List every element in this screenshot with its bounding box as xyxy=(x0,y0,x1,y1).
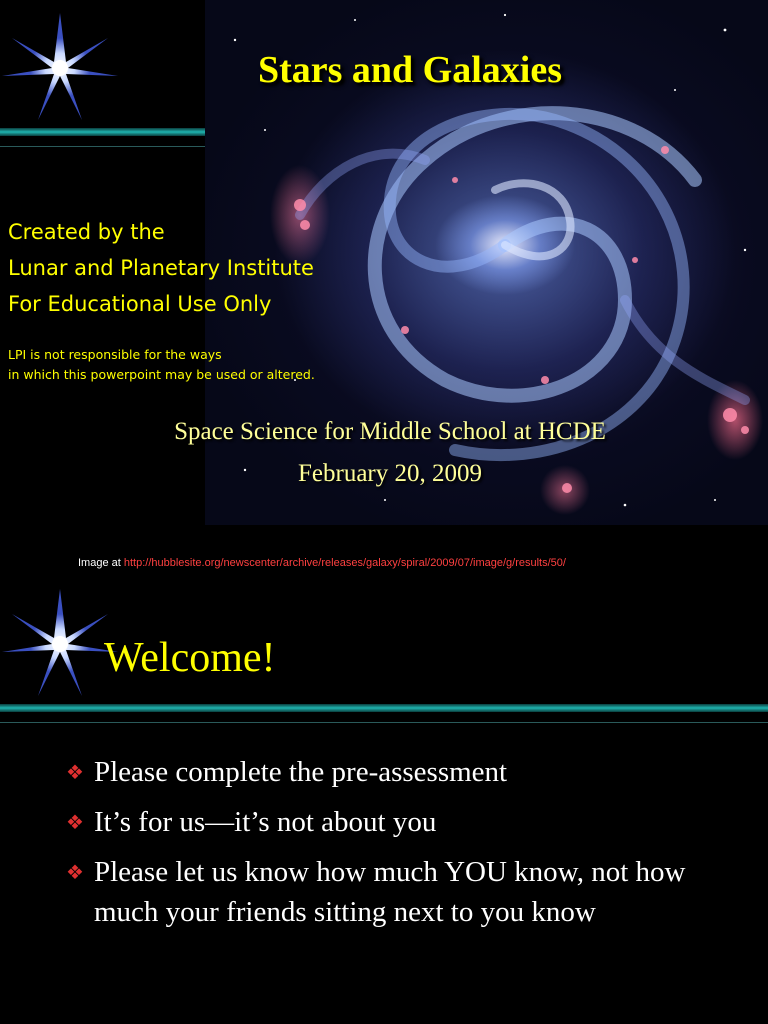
bullet-text: Please complete the pre-assessment xyxy=(94,756,508,788)
subtitle-date: February 20, 2009 xyxy=(298,460,482,487)
credit-line-3: For Educational Use Only xyxy=(8,292,272,316)
slide-title: Stars and Galaxies xyxy=(257,49,563,91)
divider-line xyxy=(0,146,205,147)
image-source-link[interactable]: http://hubblesite.org/newscenter/archive/releases/galaxy/spiral/2009/07/image/g/results/50/ xyxy=(123,557,566,569)
image-credit-prefix: Image at xyxy=(78,557,124,569)
list-item xyxy=(66,752,746,792)
slide-welcome xyxy=(0,576,768,1024)
star-burst-icon xyxy=(0,584,120,704)
list-item xyxy=(66,802,746,842)
diamond-bullet-icon: ❖ xyxy=(66,812,84,834)
diamond-bullet-icon: ❖ xyxy=(66,862,84,884)
disclaimer-line-1: LPI is not responsible for the ways xyxy=(8,347,222,362)
disclaimer xyxy=(8,345,315,385)
bullet-text: Please let us know how much YOU know, not how much your friends sitting next to you know xyxy=(94,856,686,928)
divider-line xyxy=(0,722,768,723)
bullet-text: It’s for us—it’s not about you xyxy=(94,806,437,838)
disclaimer-line-2: in which this powerpoint may be used or altered. xyxy=(8,367,315,382)
credit-line-2: Lunar and Planetary Institute xyxy=(8,256,314,280)
accent-bar xyxy=(0,128,205,136)
credit-line-1: Created by the xyxy=(8,220,165,244)
slide-title: Welcome! xyxy=(104,635,276,681)
list-item xyxy=(66,852,746,932)
subtitle-line-1: Space Science for Middle School at HCDE xyxy=(174,418,606,445)
diamond-bullet-icon: ❖ xyxy=(66,762,84,784)
accent-bar xyxy=(0,704,768,712)
bullet-list xyxy=(66,752,746,942)
image-credit xyxy=(78,557,566,569)
